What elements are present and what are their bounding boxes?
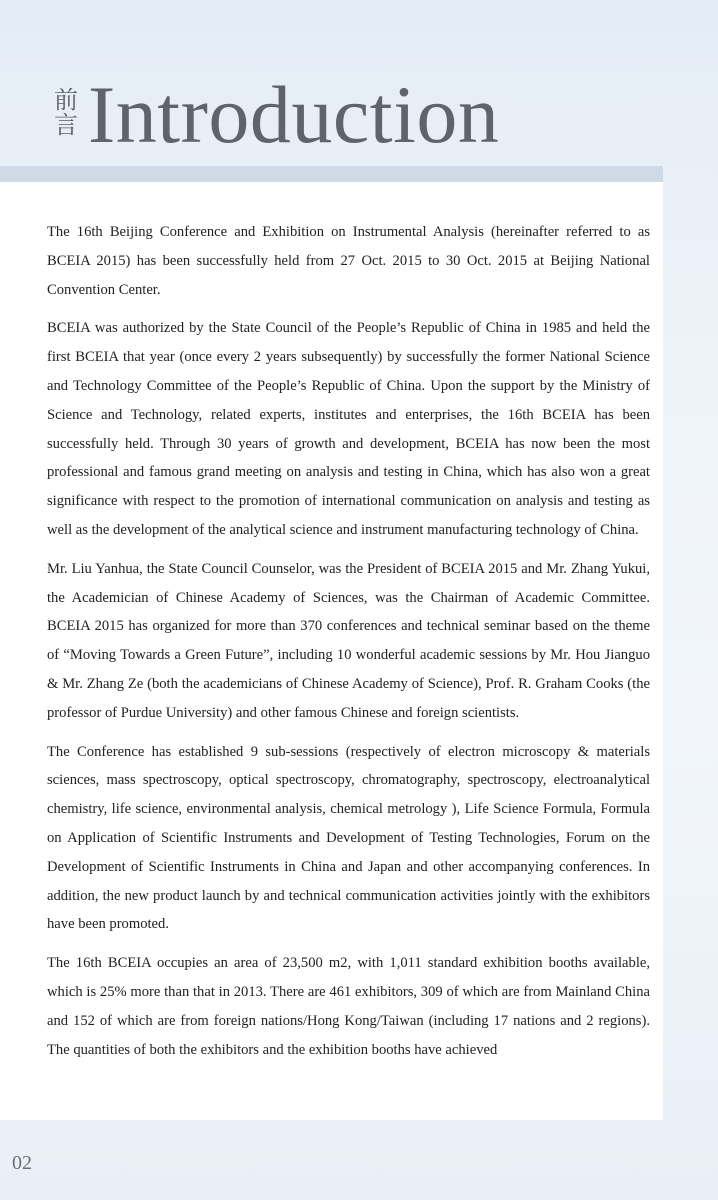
paragraph-1: The 16th Beijing Conference and Exhibition on Instrumental Analysis (hereinafter referred to as BCEIA 2015) has been successfully held from 27 Oct. 2015 to 30 Oct. 2015 at Beijing National Convention Center. <box>47 224 650 298</box>
paragraph-2: BCEIA was authorized by the State Council of the People’s Republic of China in 1985 and held the first BCEIA that year (once every 2 years subsequently) by successfully the former National Science and Technology Committee of the People’s Republic of China. Upon the support by the Ministry of Science and Technology, related experts, institutes and enterprises, the 16th BCEIA has been successfully held. Through 30 years of growth and development, BCEIA has now been the most professional and famous grand meeting on analysis and testing in China, which has also won a great significance with respect to the promotion of international communication on analysis and testing as well as the development of the analytical science and instrument manufacturing technology of China. <box>47 320 650 538</box>
page-number: 02 <box>12 1152 32 1174</box>
paragraph-5: The 16th BCEIA occupies an area of 23,500 m2, with 1,011 standard exhibition booths available, which is 25% more than that in 2013. There are 461 exhibitors, 309 of which are from Mainland China and 152 of which are from foreign nations/Hong Kong/Taiwan (including 17 nations and 2 regions). The quantities of both the exhibitors and the exhibition booths have achieved <box>47 955 650 1058</box>
page-title: Introduction <box>88 69 500 160</box>
chinese-title-mark <box>46 88 86 138</box>
paragraph-3: Mr. Liu Yanhua, the State Council Counselor, was the President of BCEIA 2015 and Mr. Zhang Yukui, the Academician of Chinese Academy of Sciences, was the Chairman of Academic Committee. BCEIA 2015 has organized for more than 370 conferences and technical seminar based on the theme of “Moving Towards a Green Future”, including 10 wonderful academic sessions by Mr. Hou Jianguo & Mr. Zhang Ze (both the academicians of Chinese Academy of Science), Prof. R. Graham Cooks (the professor of Purdue University) and other famous Chinese and foreign scientists. <box>47 560 650 721</box>
cn-char-yan: 言 <box>54 111 78 139</box>
page-header <box>0 0 718 170</box>
article-body <box>47 218 650 1074</box>
cn-char-qian: 前 <box>54 86 78 114</box>
paragraph-4: The Conference has established 9 sub-sessions (respectively of electron microscopy & materials sciences, mass spectroscopy, optical spectroscopy, chromatography, spectroscopy, electroanalytical chemistry, life science, environmental analysis, chemical metrology ), Life Science Formula, Formula on Application of Scientific Instruments and Development of Testing Technologies, Forum on the Development of Scientific Instruments in China and Japan and other accompanying conferences. In addition, the new product launch by and technical communication activities jointly with the exhibitors have been promoted. <box>47 743 650 933</box>
header-divider-band <box>0 166 663 182</box>
